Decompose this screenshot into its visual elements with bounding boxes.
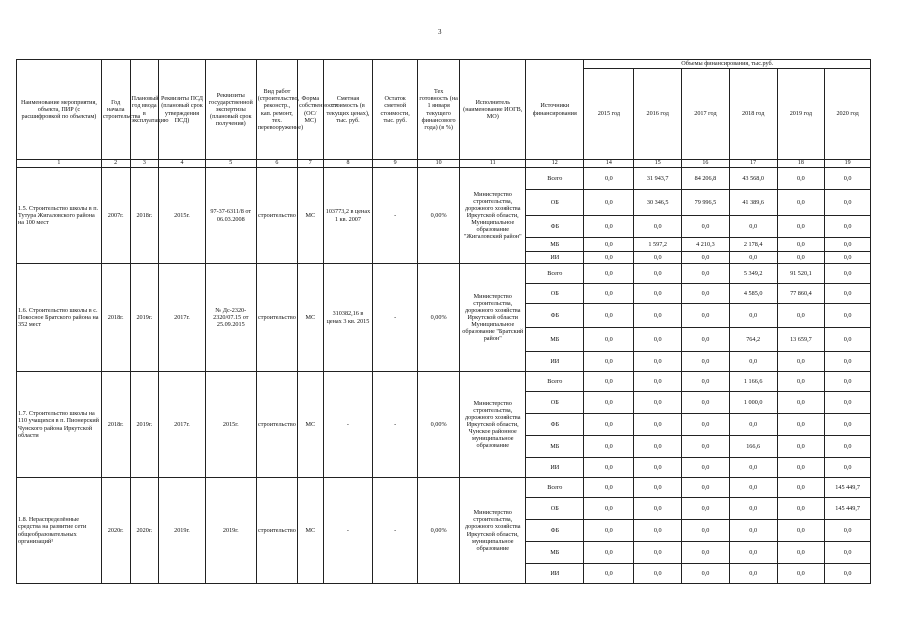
object-plan-year: 2019г. (130, 372, 159, 478)
table-row (17, 478, 871, 498)
funding-value: 0,0 (825, 304, 871, 328)
funding-source: ФБ (526, 414, 584, 436)
funding-value: 43 568,0 (729, 168, 777, 190)
column-number: 15 (634, 160, 682, 168)
header-year: 2017 год (682, 69, 730, 160)
funding-value: 0,0 (825, 392, 871, 414)
funding-value: 4 585,0 (729, 284, 777, 304)
object-ownership: МС (298, 372, 323, 478)
funding-source: МБ (526, 542, 584, 564)
funding-value: 0,0 (584, 372, 634, 392)
funding-source: МБ (526, 436, 584, 458)
funding-value: 0,0 (682, 392, 730, 414)
object-work-type: строительство (256, 168, 297, 264)
column-number: 9 (373, 160, 418, 168)
funding-source: ИИ (526, 252, 584, 264)
column-number: 8 (323, 160, 373, 168)
funding-value: 0,0 (584, 328, 634, 352)
funding-value: 0,0 (682, 436, 730, 458)
funding-value: 145 449,7 (825, 478, 871, 498)
funding-value: 5 349,2 (729, 264, 777, 284)
funding-value: 0,0 (634, 498, 682, 520)
header-ownership: Форма собственности (ОС/МС) (298, 60, 323, 160)
funding-value: 0,0 (584, 216, 634, 238)
funding-value: 4 210,3 (682, 238, 730, 252)
funding-value: 0,0 (729, 414, 777, 436)
funding-source: Всего (526, 168, 584, 190)
funding-value: 0,0 (825, 520, 871, 542)
object-readiness: 0,00% (417, 264, 459, 372)
header-plan-year: Плановый год ввода в эксплуатацию (130, 60, 159, 160)
funding-source: ФБ (526, 520, 584, 542)
funding-source: ОБ (526, 392, 584, 414)
funding-value: 0,0 (682, 252, 730, 264)
object-name: 1.8. Нераспределённые средства на развитие сети общеобразовательных организаций¹ (17, 478, 102, 584)
funding-value: 1 166,6 (729, 372, 777, 392)
funding-value: 0,0 (777, 478, 825, 498)
funding-value: 0,0 (825, 352, 871, 372)
object-remainder: - (373, 264, 418, 372)
funding-value: 0,0 (777, 458, 825, 478)
column-number: 3 (130, 160, 159, 168)
funding-value: 0,0 (825, 252, 871, 264)
funding-value: 0,0 (729, 352, 777, 372)
column-number: 4 (159, 160, 206, 168)
funding-value: 0,0 (682, 478, 730, 498)
funding-value: 0,0 (584, 304, 634, 328)
funding-value: 0,0 (584, 284, 634, 304)
object-cost: - (323, 372, 373, 478)
funding-value: 0,0 (825, 168, 871, 190)
header-sources: Источники финансирования (526, 60, 584, 160)
object-name: 1.7. Строительство школы на 110 учащихся в п. Пионерский Чунского района Иркутской области (17, 372, 102, 478)
header-year: 2015 год (584, 69, 634, 160)
funding-value: 0,0 (584, 564, 634, 584)
column-number: 10 (417, 160, 459, 168)
object-name: 1.6. Строительство школы в с. Покосное Братского района на 352 мест (17, 264, 102, 372)
funding-value: 0,0 (682, 328, 730, 352)
funding-value: 0,0 (777, 542, 825, 564)
table-row (17, 372, 871, 392)
object-readiness: 0,00% (417, 372, 459, 478)
funding-value: 31 943,7 (634, 168, 682, 190)
funding-value: 0,0 (682, 352, 730, 372)
funding-value: 13 659,7 (777, 328, 825, 352)
funding-value: 0,0 (634, 520, 682, 542)
column-number: 18 (777, 160, 825, 168)
header-executor: Исполнитель (наименование ИОГВ, МО) (460, 60, 526, 160)
funding-value: 0,0 (777, 372, 825, 392)
object-start-year: 2007г. (101, 168, 130, 264)
column-number: 11 (460, 160, 526, 168)
header-name: Наименование мероприятия, объекта, ПИР (с расшифровкой по объектам) (17, 60, 102, 160)
column-numbers-row (17, 160, 871, 168)
funding-value: 0,0 (584, 414, 634, 436)
funding-value: 0,0 (729, 542, 777, 564)
object-expertise: 2019г. (205, 478, 256, 584)
column-number: 17 (729, 160, 777, 168)
funding-value: 0,0 (729, 520, 777, 542)
funding-value: 1 597,2 (634, 238, 682, 252)
funding-value: 0,0 (729, 478, 777, 498)
funding-value: 0,0 (682, 520, 730, 542)
funding-value: 0,0 (584, 352, 634, 372)
funding-value: 0,0 (634, 252, 682, 264)
funding-value: 0,0 (634, 458, 682, 478)
funding-value: 0,0 (729, 304, 777, 328)
header-work-type: Вид работ (строительство, реконстр., кап. ремонт, тех. перевооружение) (256, 60, 297, 160)
funding-value: 0,0 (634, 284, 682, 304)
column-number: 19 (825, 160, 871, 168)
header-year: 2018 год (729, 69, 777, 160)
funding-value: 0,0 (777, 238, 825, 252)
funding-source: ИИ (526, 352, 584, 372)
table-body (17, 160, 871, 584)
funding-source: ФБ (526, 216, 584, 238)
object-remainder: - (373, 478, 418, 584)
funding-value: 0,0 (777, 304, 825, 328)
object-psd: 2017г. (159, 264, 206, 372)
funding-value: 0,0 (634, 372, 682, 392)
table-row (17, 264, 871, 284)
funding-value: 0,0 (825, 284, 871, 304)
funding-value: 0,0 (825, 328, 871, 352)
column-number: 12 (526, 160, 584, 168)
funding-source: ОБ (526, 498, 584, 520)
header-start-year: Год начала строительства (101, 60, 130, 160)
object-work-type: строительство (256, 264, 297, 372)
funding-value: 145 449,7 (825, 498, 871, 520)
object-remainder: - (373, 168, 418, 264)
funding-value: 0,0 (634, 436, 682, 458)
object-readiness: 0,00% (417, 168, 459, 264)
object-plan-year: 2019г. (130, 264, 159, 372)
funding-value: 0,0 (634, 328, 682, 352)
object-work-type: строительство (256, 372, 297, 478)
header-cost: Сметная стоимость (в текущих ценах), тыс. руб. (323, 60, 373, 160)
funding-source: Всего (526, 372, 584, 392)
funding-value: 0,0 (825, 238, 871, 252)
funding-value: 0,0 (777, 498, 825, 520)
object-cost: 310382,16 в ценах 3 кв. 2015 (323, 264, 373, 372)
funding-value: 0,0 (825, 414, 871, 436)
table-row (17, 168, 871, 190)
funding-value: 0,0 (682, 542, 730, 564)
funding-value: 0,0 (825, 564, 871, 584)
header-year: 2019 год (777, 69, 825, 160)
funding-value: 0,0 (584, 498, 634, 520)
funding-value: 0,0 (729, 458, 777, 478)
object-start-year: 2018г. (101, 372, 130, 478)
funding-value: 0,0 (777, 352, 825, 372)
funding-value: 0,0 (682, 498, 730, 520)
funding-value: 0,0 (682, 284, 730, 304)
funding-value: 0,0 (682, 264, 730, 284)
object-psd: 2017г. (159, 372, 206, 478)
funding-value: 0,0 (777, 190, 825, 216)
header-year: 2016 год (634, 69, 682, 160)
funding-value: 0,0 (825, 190, 871, 216)
funding-value: 0,0 (825, 264, 871, 284)
object-expertise: 97-37-6311/8 от 06.03.2008 (205, 168, 256, 264)
header-expertise: Реквизиты государственной экспертизы (плановый срок получения) (205, 60, 256, 160)
header-year: 2020 год (825, 69, 871, 160)
funding-source: ИИ (526, 564, 584, 584)
funding-value: 0,0 (682, 304, 730, 328)
funding-value: 166,6 (729, 436, 777, 458)
object-executor: Министерство строительства, дорожного хозяйства Иркутской области, Муниципальное образование "Жигаловский район" (460, 168, 526, 264)
funding-source: МБ (526, 328, 584, 352)
funding-value: 0,0 (777, 520, 825, 542)
funding-source: ФБ (526, 304, 584, 328)
funding-value: 0,0 (584, 190, 634, 216)
funding-value: 0,0 (729, 498, 777, 520)
funding-value: 30 346,5 (634, 190, 682, 216)
funding-value: 79 996,5 (682, 190, 730, 216)
funding-value: 0,0 (682, 414, 730, 436)
funding-value: 0,0 (682, 564, 730, 584)
funding-value: 91 520,1 (777, 264, 825, 284)
object-work-type: строительство (256, 478, 297, 584)
column-number: 6 (256, 160, 297, 168)
object-psd: 2019г. (159, 478, 206, 584)
funding-value: 0,0 (634, 352, 682, 372)
funding-value: 0,0 (634, 304, 682, 328)
header-funding: Объемы финансирования, тыс.руб. (584, 60, 871, 69)
funding-value: 0,0 (825, 216, 871, 238)
financing-table (16, 59, 871, 584)
funding-value: 0,0 (825, 542, 871, 564)
funding-value: 0,0 (634, 564, 682, 584)
header-psd: Реквизиты ПСД (плановый срок утверждения ПСД) (159, 60, 206, 160)
funding-value: 77 860,4 (777, 284, 825, 304)
funding-value: 0,0 (777, 564, 825, 584)
funding-value: 0,0 (682, 458, 730, 478)
funding-value: 0,0 (584, 238, 634, 252)
funding-value: 0,0 (584, 478, 634, 498)
object-executor: Министерство строительства, дорожного хозяйства Иркутской области, Чунское районное муниципальное образование (460, 372, 526, 478)
object-plan-year: 2020г. (130, 478, 159, 584)
funding-source: ОБ (526, 190, 584, 216)
object-start-year: 2020г. (101, 478, 130, 584)
column-number: 2 (101, 160, 130, 168)
funding-value: 0,0 (777, 392, 825, 414)
object-cost: - (323, 478, 373, 584)
header-readiness: Тех готовность (на 1 января текущего финансового года) (в %) (417, 60, 459, 160)
funding-source: ИИ (526, 458, 584, 478)
funding-value: 0,0 (729, 216, 777, 238)
funding-value: 0,0 (584, 520, 634, 542)
funding-value: 0,0 (777, 168, 825, 190)
funding-value: 0,0 (634, 542, 682, 564)
funding-value: 0,0 (825, 372, 871, 392)
object-start-year: 2018г. (101, 264, 130, 372)
funding-value: 0,0 (825, 436, 871, 458)
funding-value: 0,0 (729, 564, 777, 584)
column-number: 14 (584, 160, 634, 168)
funding-value: 41 389,6 (729, 190, 777, 216)
funding-value: 0,0 (634, 216, 682, 238)
funding-value: 0,0 (634, 478, 682, 498)
funding-value: 0,0 (825, 458, 871, 478)
object-plan-year: 2018г. (130, 168, 159, 264)
funding-value: 0,0 (584, 264, 634, 284)
object-executor: Министерство строительства, дорожного хозяйства Иркутской области, муниципальное образование (460, 478, 526, 584)
object-expertise: № Дс-2320-2320/07.15 от 25.09.2015 (205, 264, 256, 372)
funding-source: Всего (526, 264, 584, 284)
object-remainder: - (373, 372, 418, 478)
funding-value: 764,2 (729, 328, 777, 352)
object-name: 1.5. Строительство школы в п. Тутура Жигаловского района на 100 мест (17, 168, 102, 264)
column-number: 5 (205, 160, 256, 168)
funding-value: 0,0 (584, 542, 634, 564)
funding-value: 0,0 (584, 392, 634, 414)
funding-value: 0,0 (584, 436, 634, 458)
object-ownership: МС (298, 264, 323, 372)
object-executor: Министерство строительства, дорожного хозяйства Иркутской области Муниципальное образование "Братский район" (460, 264, 526, 372)
funding-value: 0,0 (634, 264, 682, 284)
funding-value: 2 178,4 (729, 238, 777, 252)
object-psd: 2015г. (159, 168, 206, 264)
funding-value: 0,0 (777, 436, 825, 458)
funding-value: 0,0 (777, 252, 825, 264)
funding-value: 0,0 (682, 372, 730, 392)
column-number: 16 (682, 160, 730, 168)
object-expertise: 2015г. (205, 372, 256, 478)
funding-value: 84 206,8 (682, 168, 730, 190)
funding-source: Всего (526, 478, 584, 498)
funding-source: МБ (526, 238, 584, 252)
funding-value: 0,0 (584, 252, 634, 264)
funding-source: ОБ (526, 284, 584, 304)
funding-value: 0,0 (729, 252, 777, 264)
page-number: 3 (438, 28, 442, 36)
object-cost: 103773,2 в ценах 1 кв. 2007 (323, 168, 373, 264)
object-ownership: МС (298, 168, 323, 264)
funding-value: 0,0 (777, 216, 825, 238)
funding-value: 0,0 (634, 414, 682, 436)
funding-value: 0,0 (634, 392, 682, 414)
column-number: 1 (17, 160, 102, 168)
funding-value: 0,0 (777, 414, 825, 436)
header-remainder: Остаток сметной стоимости, тыс. руб. (373, 60, 418, 160)
funding-value: 0,0 (682, 216, 730, 238)
object-readiness: 0,00% (417, 478, 459, 584)
funding-value: 0,0 (584, 168, 634, 190)
object-ownership: МС (298, 478, 323, 584)
funding-value: 0,0 (584, 458, 634, 478)
funding-value: 1 000,0 (729, 392, 777, 414)
column-number: 7 (298, 160, 323, 168)
